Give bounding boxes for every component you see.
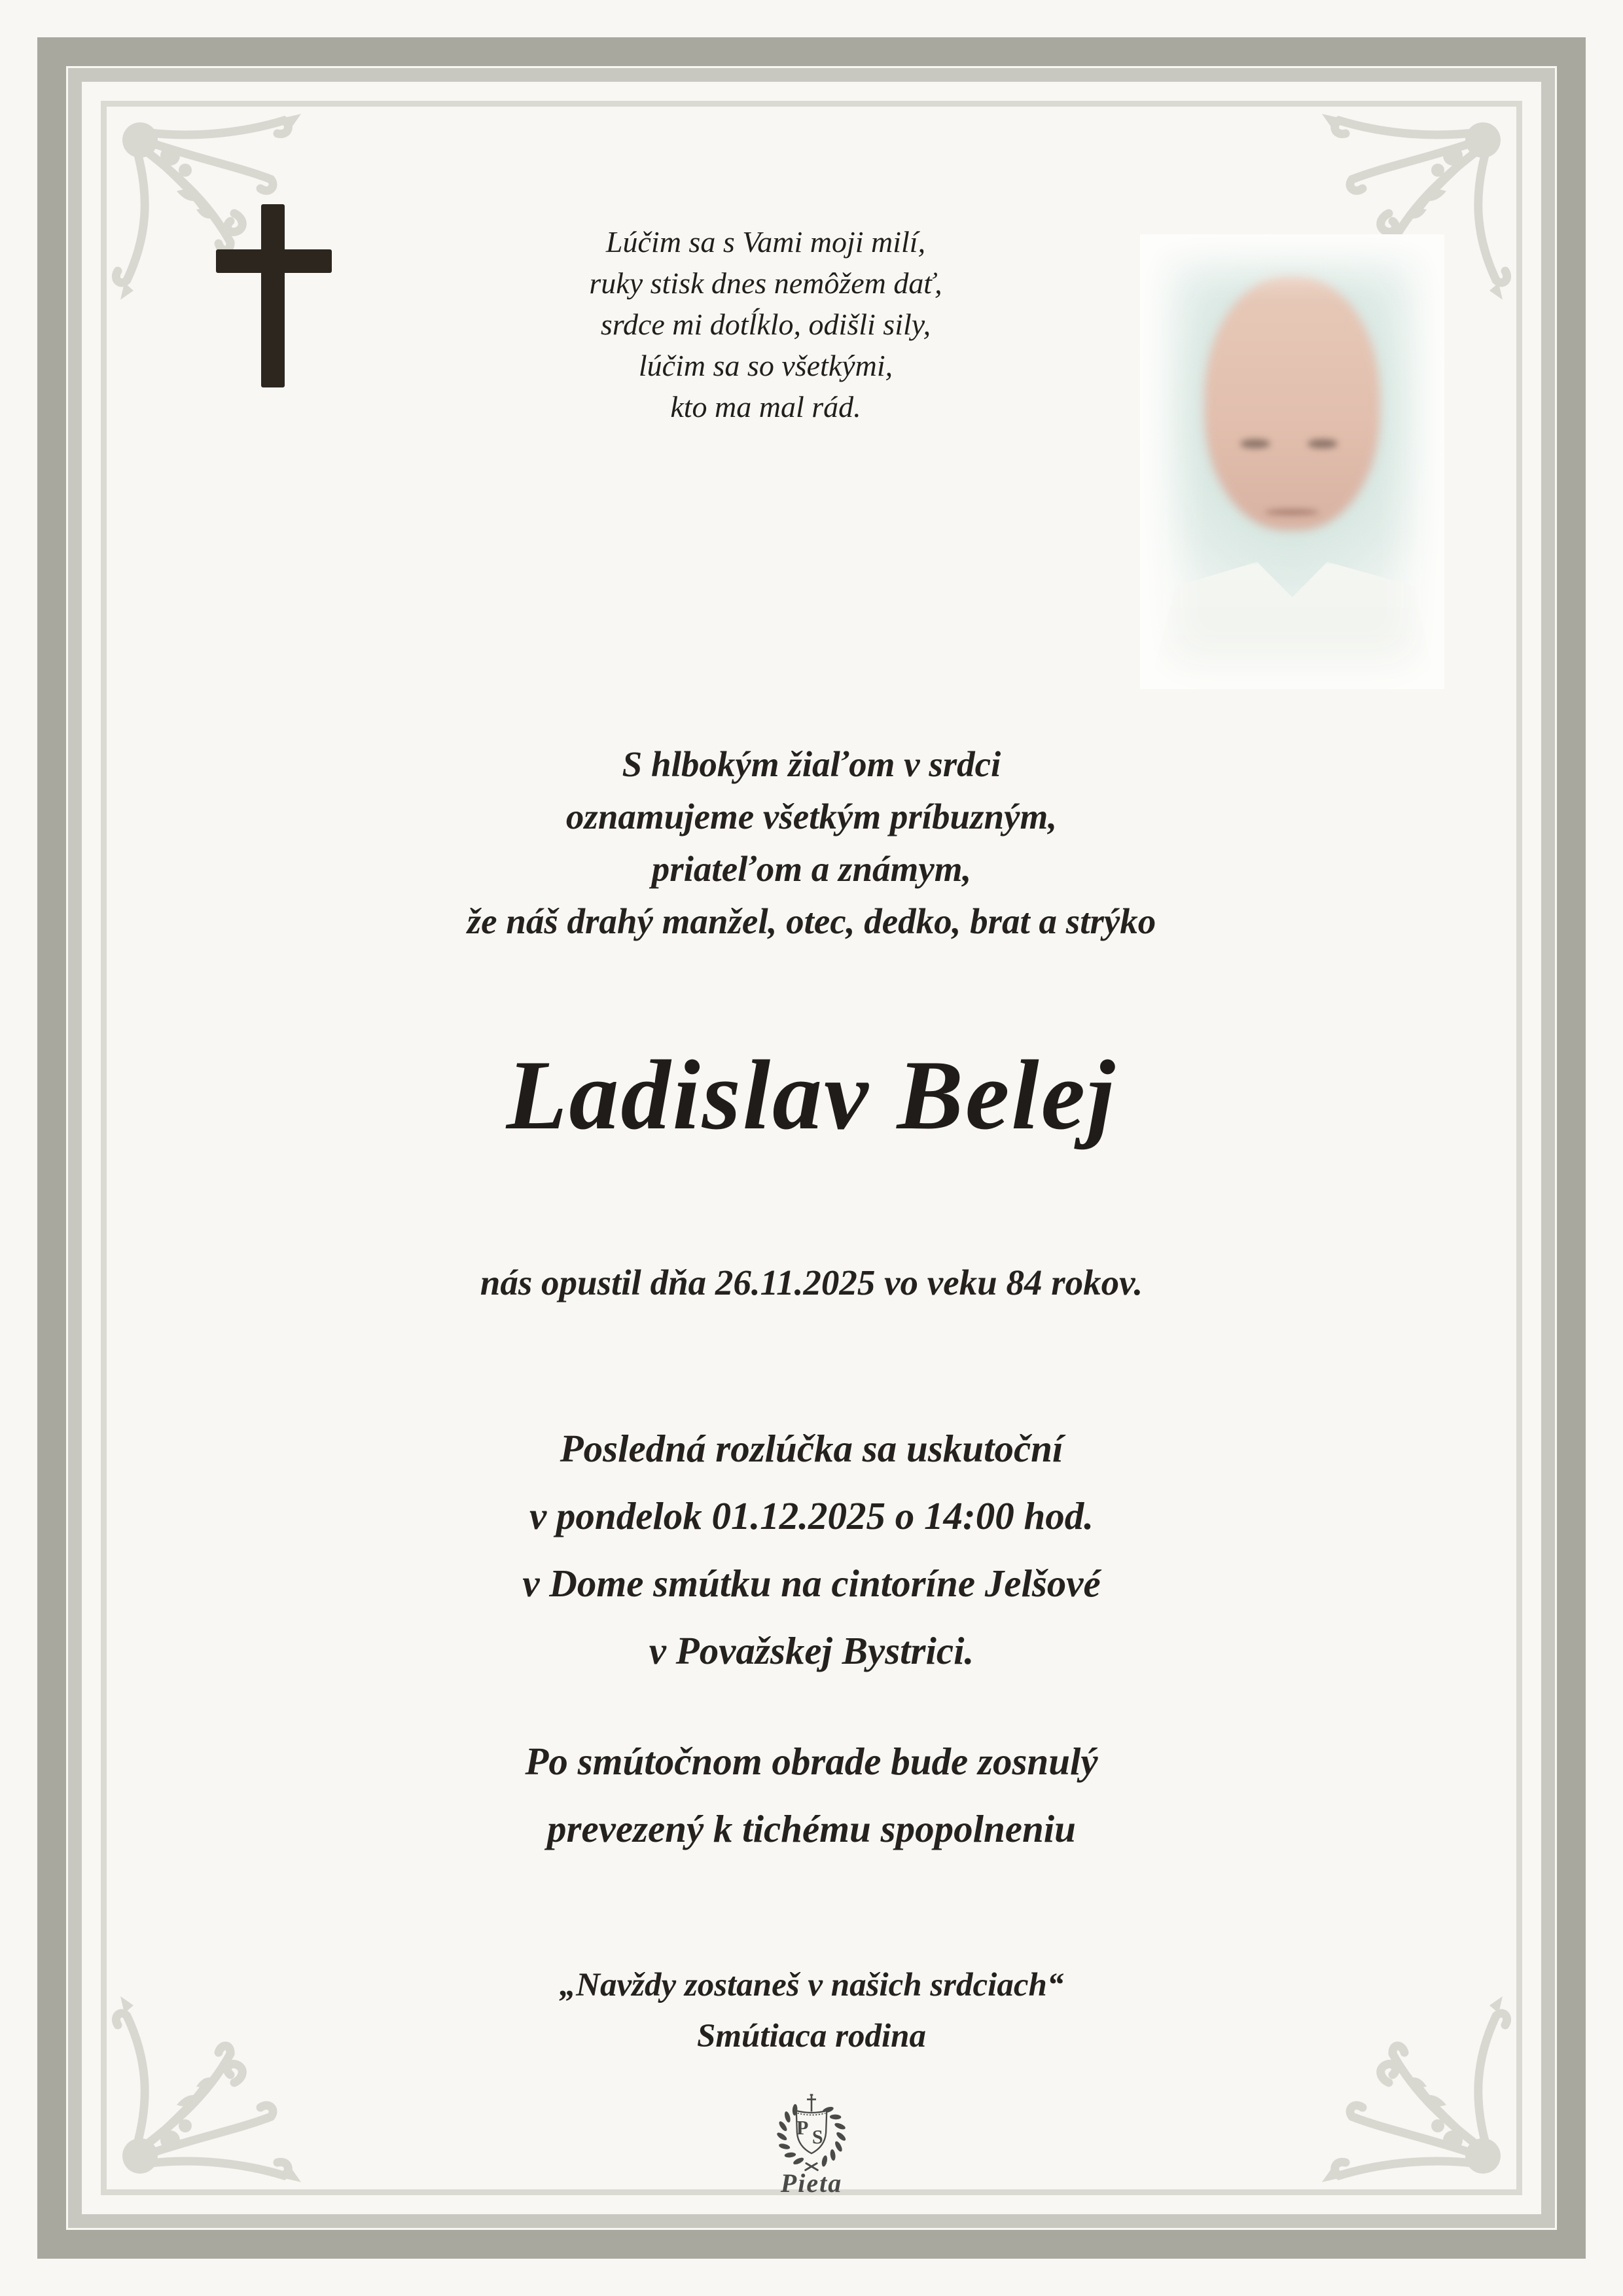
farewell-poem <box>406 221 1126 427</box>
cross-vertical-bar <box>261 204 285 387</box>
poem-line: kto ma mal rád. <box>670 390 861 423</box>
logo-cross <box>807 2095 816 2112</box>
monogram-s: S <box>812 2126 823 2149</box>
announcement-line: priateľom a známym, <box>651 849 972 889</box>
funeral-line: v Dome smútku na cintoríne Jelšové <box>522 1562 1101 1605</box>
poem-line: lúčim sa so všetkými, <box>638 349 893 382</box>
cremation-line: prevezený k tichému spopolneniu <box>547 1807 1076 1850</box>
cremation-line: Po smútočnom obrade bude zosnulý <box>525 1740 1098 1783</box>
deceased-name: Ladislav Belej <box>506 1040 1117 1150</box>
farewell-block <box>0 1960 1623 2062</box>
family-signature: Smútiaca rodina <box>696 2018 926 2054</box>
announcement <box>0 738 1623 948</box>
deceased-photo <box>1140 234 1444 689</box>
farewell-quote: „Navždy zostaneš v našich srdciach“ <box>559 1967 1064 2003</box>
announcement-line: oznamujeme všetkým príbuzným, <box>565 797 1058 836</box>
pieta-logo-graphic <box>773 2092 850 2172</box>
monogram-p: P <box>796 2117 809 2140</box>
cremation-note <box>0 1728 1623 1863</box>
cross-horizontal-bar <box>216 249 332 273</box>
funeral-details <box>0 1415 1623 1685</box>
announcement-line: že náš drahý manžel, otec, dedko, brat a strýko <box>467 901 1156 941</box>
logo-shield <box>796 2111 827 2153</box>
logo-caption: Pieta <box>780 2168 843 2198</box>
funeral-line: v pondelok 01.12.2025 o 14:00 hod. <box>529 1494 1094 1537</box>
poem-line: srdce mi dotĺklo, odišli sily, <box>600 308 931 341</box>
announcement-line: S hlbokým žiaľom v srdci <box>622 744 1001 784</box>
death-date-line: nás opustil dňa 26.11.2025 vo veku 84 rokov. <box>480 1263 1143 1302</box>
funeral-line: Posledná rozlúčka sa uskutoční <box>560 1427 1063 1470</box>
photo-fade-edge <box>1140 234 1444 689</box>
poem-line: ruky stisk dnes nemôžem dať, <box>589 266 942 300</box>
funeral-line: v Považskej Bystrici. <box>649 1629 974 1672</box>
poem-line: Lúčim sa s Vami moji milí, <box>605 225 926 259</box>
pieta-logo <box>740 2092 883 2198</box>
cross-icon <box>216 204 332 387</box>
